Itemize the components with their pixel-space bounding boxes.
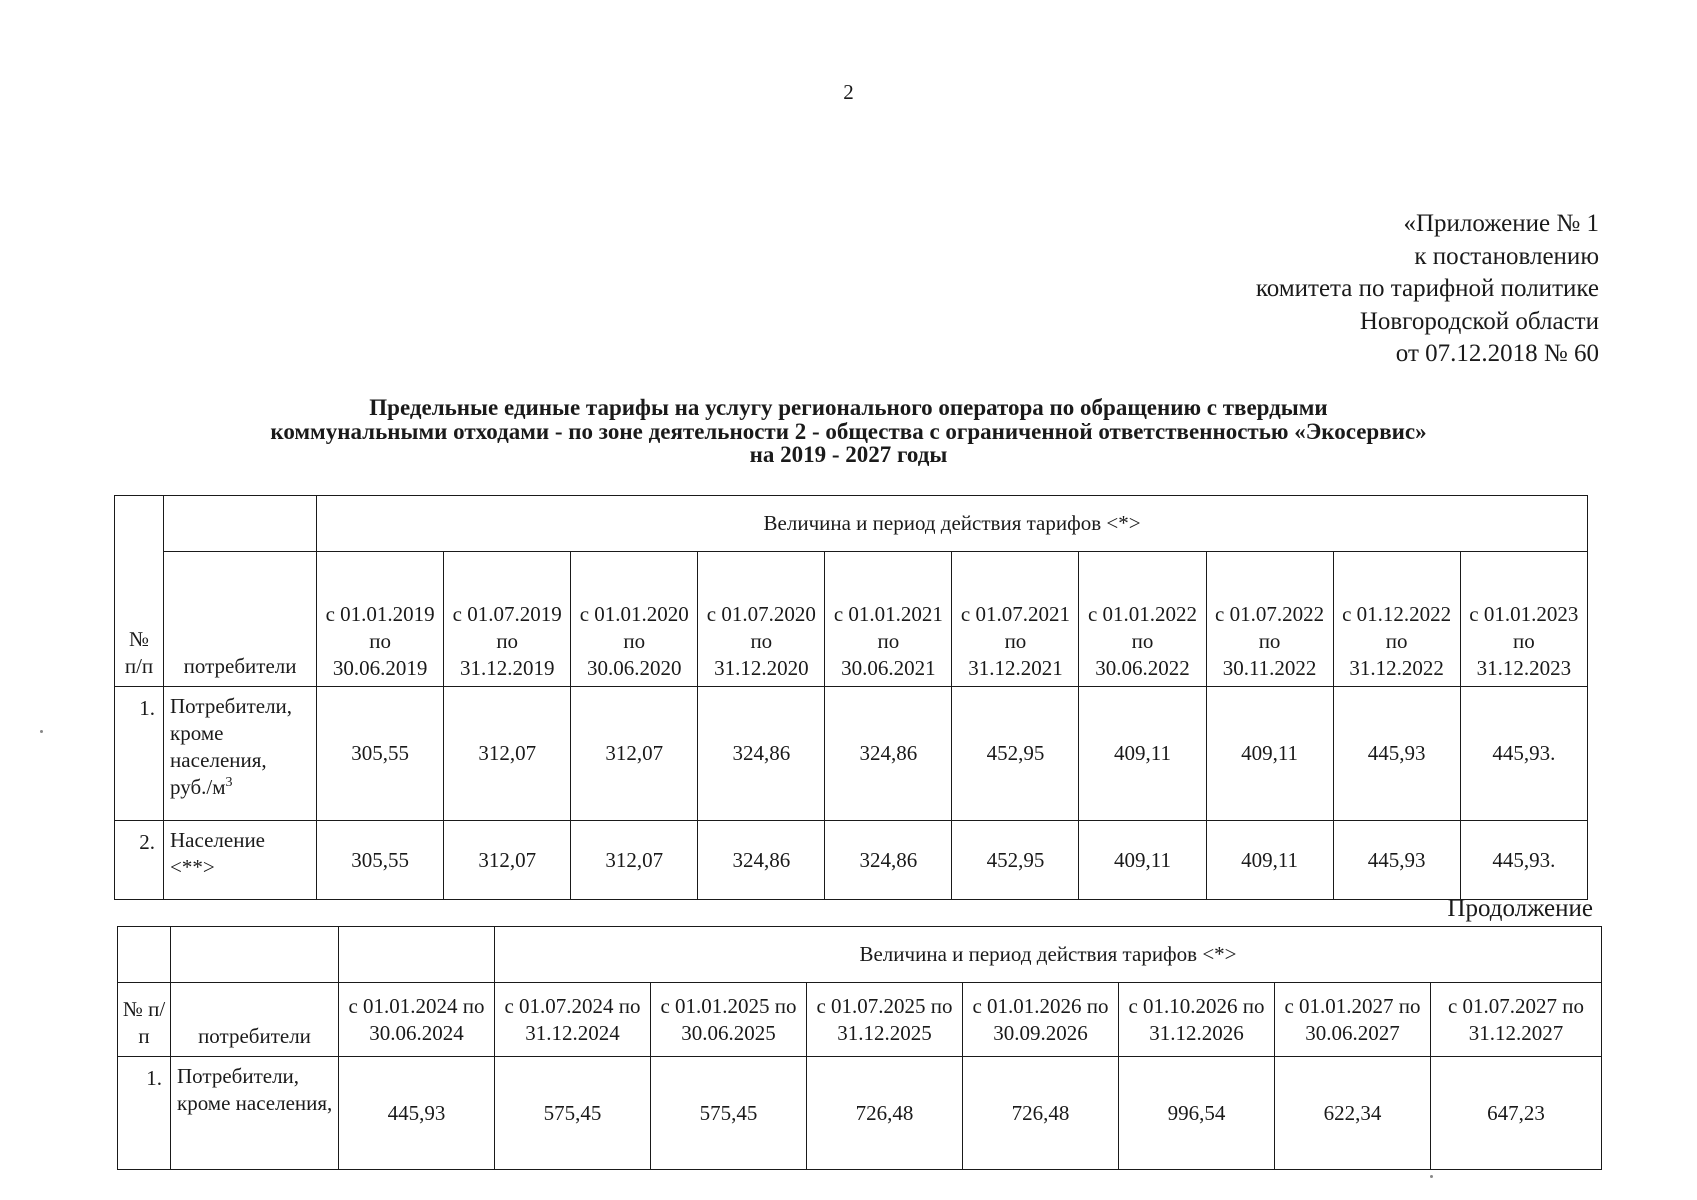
empty-header-cell [118,927,171,983]
scan-speck [1430,1175,1433,1178]
period-header: с 01.07.2022 по 30.11.2022 [1206,552,1333,687]
tariff-value: 409,11 [1206,821,1333,900]
table-row [118,1057,1602,1170]
period-header: с 01.07.2020 по 31.12.2020 [698,552,825,687]
unit-superscript: 3 [225,775,233,790]
consumers-header: потребители [164,552,317,687]
appendix-line: Новгородской области [1359,307,1599,335]
tariff-value: 996,54 [1119,1057,1275,1170]
period-header: с 01.07.2025 по 31.12.2025 [807,983,963,1057]
title-line: на 2019 - 2027 годы [749,442,948,467]
continuation-label: Продолжение [1447,895,1593,922]
group-header: Величина и период действия тарифов <*> [495,927,1602,983]
appendix-line: к постановлению [1414,242,1599,270]
consumer-label: Население <**> [164,821,317,900]
period-header: с 01.01.2020 по 30.06.2020 [571,552,698,687]
document-title [0,396,1697,467]
period-header: с 01.07.2024 по 31.12.2024 [495,983,651,1057]
period-header: с 01.01.2021 по 30.06.2021 [825,552,952,687]
consumer-label: Потребители, кроме населения, руб./м [170,694,293,799]
tariff-value: 575,45 [651,1057,807,1170]
num-header: № п/п [115,496,164,687]
tariff-value: 726,48 [807,1057,963,1170]
num-header: № п/п [118,983,171,1057]
consumers-header: потребители [171,983,339,1057]
page-number: 2 [843,80,854,104]
tariff-value: 452,95 [952,687,1079,821]
tariff-value: 409,11 [1079,821,1206,900]
tariff-value: 409,11 [1079,687,1206,821]
scan-speck [40,730,43,733]
tariff-value: 445,93 [1333,821,1460,900]
tariff-value: 324,86 [698,821,825,900]
tariff-table-2024-2027 [117,926,1602,1170]
empty-header-cell [164,496,317,552]
tariff-table-2019-2023 [114,495,1588,900]
empty-header-cell [171,927,339,983]
period-header: с 01.01.2024 по 30.06.2024 [339,983,495,1057]
tariff-value: 622,34 [1275,1057,1431,1170]
tariff-value: 324,86 [825,687,952,821]
tariff-value: 324,86 [825,821,952,900]
consumer-label: Потребители, кроме населения, [171,1057,339,1170]
tariff-value: 305,55 [317,821,444,900]
period-header: с 01.07.2019 по 31.12.2019 [444,552,571,687]
tariff-value: 312,07 [571,821,698,900]
tariff-value: 305,55 [317,687,444,821]
row-number: 1. [115,687,164,821]
period-header: с 01.01.2026 по 30.09.2026 [963,983,1119,1057]
period-header: с 01.07.2027 по 31.12.2027 [1431,983,1602,1057]
tariff-value: 445,93. [1460,687,1587,821]
appendix-line: от 07.12.2018 № 60 [1395,340,1599,367]
table-row [115,687,1588,821]
period-header: с 01.01.2023 по 31.12.2023 [1460,552,1587,687]
tariff-value: 324,86 [698,687,825,821]
row-number: 2. [115,821,164,900]
tariff-value: 445,93 [1333,687,1460,821]
tariff-value: 312,07 [571,687,698,821]
period-header: с 01.07.2021 по 31.12.2021 [952,552,1079,687]
group-header: Величина и период действия тарифов <*> [317,496,1588,552]
appendix-line: комитета по тарифной политике [1255,275,1599,302]
table-row [115,821,1588,900]
tariff-value: 575,45 [495,1057,651,1170]
tariff-value: 312,07 [444,687,571,821]
row-number: 1. [118,1057,171,1170]
consumer-cell [164,687,317,821]
empty-header-cell [339,927,495,983]
period-header: с 01.01.2027 по 30.06.2027 [1275,983,1431,1057]
period-header: с 01.12.2022 по 31.12.2022 [1333,552,1460,687]
tariff-value: 409,11 [1206,687,1333,821]
tariff-value: 445,93 [339,1057,495,1170]
title-line: Предельные единые тарифы на услугу регионального оператора по обращению с твердыми [369,395,1328,420]
period-header: с 01.01.2025 по 30.06.2025 [651,983,807,1057]
tariff-value: 647,23 [1431,1057,1602,1170]
tariff-value: 312,07 [444,821,571,900]
period-header: с 01.01.2019 по 30.06.2019 [317,552,444,687]
title-line: коммунальными отходами - по зоне деятельности 2 - общества с ограниченной ответственностью «Экосервис» [270,418,1427,444]
period-header: с 01.01.2022 по 30.06.2022 [1079,552,1206,687]
period-header: с 01.10.2026 по 31.12.2026 [1119,983,1275,1057]
appendix-line: «Приложение № 1 [1403,210,1599,237]
tariff-value: 726,48 [963,1057,1119,1170]
tariff-value: 445,93. [1460,821,1587,900]
tariff-value: 452,95 [952,821,1079,900]
appendix-block [1256,208,1599,371]
